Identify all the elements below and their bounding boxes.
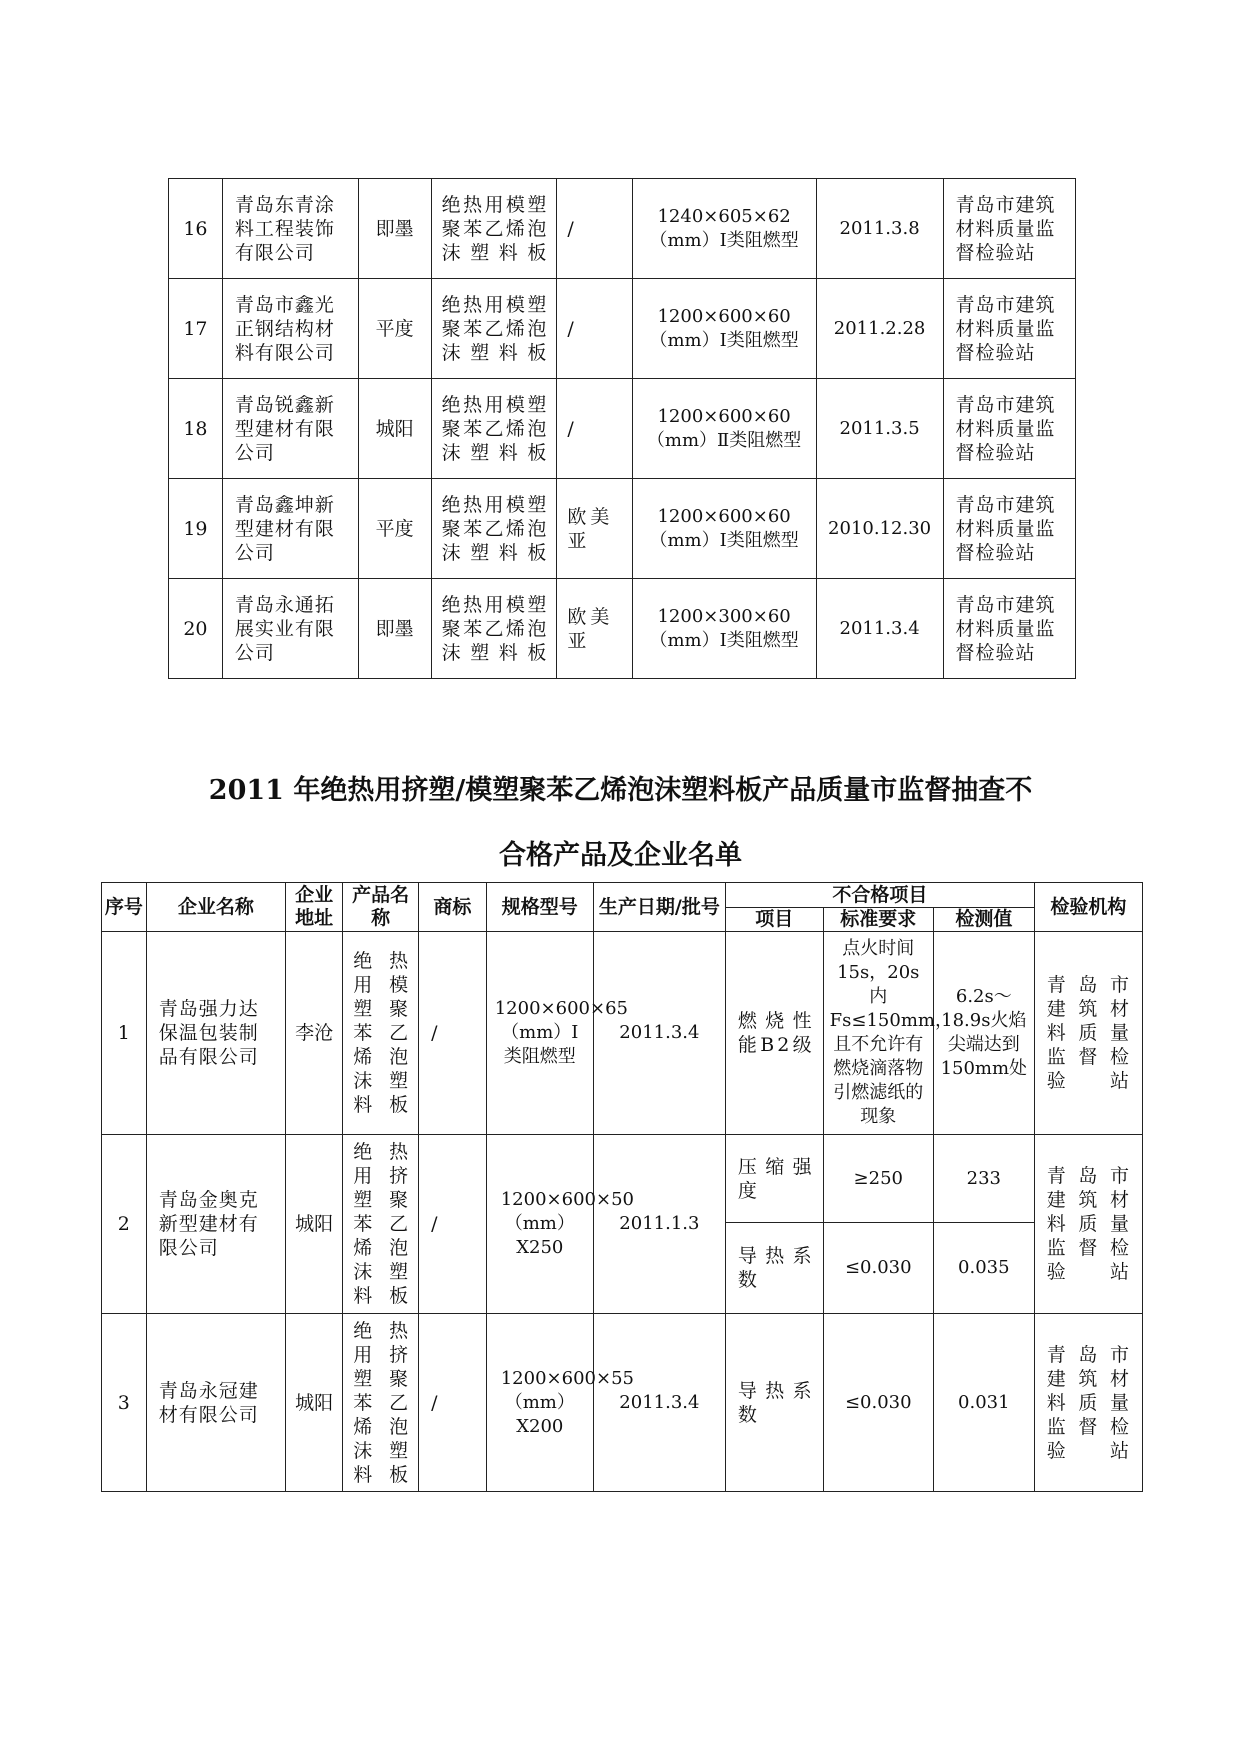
spec-line: （mm）Ⅰ类阻燃型 (649, 529, 799, 551)
brand: 欧美亚 (557, 579, 632, 679)
header-measured: 检测值 (933, 908, 1034, 932)
inspection-org: 青岛市建筑材料质量监督检验站 (943, 379, 1076, 479)
company-name: 青岛东青涂料工程装饰有限公司 (222, 179, 358, 279)
company-address: 即墨 (358, 579, 431, 679)
brand: / (557, 379, 632, 479)
brand: / (557, 279, 632, 379)
standard-requirement: ≥250 (823, 1135, 933, 1223)
brand: 欧美亚 (557, 479, 632, 579)
spec (632, 279, 816, 379)
company-name: 青岛锐鑫新型建材有限公司 (222, 379, 358, 479)
spec-line: （mm）Ⅰ类阻燃型 (649, 229, 799, 251)
spec-line: 1200×600×60 (657, 405, 791, 427)
production-date: 2011.1.3 (593, 1135, 725, 1314)
spec (632, 479, 816, 579)
header-brand: 商标 (419, 883, 487, 932)
company-address: 城阳 (286, 1135, 343, 1314)
production-date: 2011.3.4 (593, 932, 725, 1135)
product-name: 绝热用模塑聚苯乙烯泡沫塑料板 (431, 479, 557, 579)
company-address: 即墨 (358, 179, 431, 279)
company-address: 城阳 (286, 1314, 343, 1492)
spec (632, 579, 816, 679)
header-address: 企业地址 (286, 883, 343, 932)
production-date: 2011.2.28 (816, 279, 943, 379)
document-title-line-2: 合格产品及企业名单 (499, 840, 742, 871)
inspection-org: 青岛市建筑材料质量监督检验站 (943, 179, 1076, 279)
header-no: 序号 (102, 883, 147, 932)
table-row (169, 579, 1076, 679)
row-number: 3 (102, 1314, 147, 1492)
header-date: 生产日期/批号 (593, 883, 725, 932)
header-org: 检验机构 (1034, 883, 1142, 932)
inspection-org: 青岛市建筑材料质量监督检验站 (1034, 932, 1142, 1135)
table-row (169, 179, 1076, 279)
table-row (102, 1314, 1143, 1492)
brand: / (419, 1314, 487, 1492)
inspection-org: 青岛市建筑材料质量监督检验站 (943, 279, 1076, 379)
spec: 1200×600×50（mm）X250 (486, 1135, 593, 1314)
spec-line: 1240×605×62 (657, 205, 791, 227)
brand: / (557, 179, 632, 279)
spec: 1200×600×65（mm）Ⅰ类阻燃型 (486, 932, 593, 1135)
company-name: 青岛鑫坤新型建材有限公司 (222, 479, 358, 579)
inspection-org: 青岛市建筑材料质量监督检验站 (1034, 1314, 1142, 1492)
company-name: 青岛市鑫光正钢结构材料有限公司 (222, 279, 358, 379)
company-name: 青岛永通拓展实业有限公司 (222, 579, 358, 679)
spec-line: 1200×600×60 (657, 305, 791, 327)
spec-line: 1200×300×60 (657, 605, 791, 627)
table-row (169, 279, 1076, 379)
row-number: 17 (169, 279, 223, 379)
company-address: 平度 (358, 479, 431, 579)
company-address: 城阳 (358, 379, 431, 479)
product-name: 绝热用挤塑聚苯乙烯泡沫塑料板 (343, 1314, 419, 1492)
header-row (102, 883, 1143, 908)
production-date: 2011.3.4 (816, 579, 943, 679)
table-row (169, 379, 1076, 479)
company-address: 李沧 (286, 932, 343, 1135)
row-number: 18 (169, 379, 223, 479)
row-number: 16 (169, 179, 223, 279)
product-name: 绝热用挤塑聚苯乙烯泡沫塑料板 (343, 1135, 419, 1314)
standard-requirement: 点火时间15s，20s内Fs≤150mm，且不允许有燃烧滴落物引燃滤纸的现象 (823, 932, 933, 1135)
document-title-line-1: 2011 年绝热用挤塑/模塑聚苯乙烯泡沫塑料板产品质量市监督抽查不 (208, 775, 1033, 806)
product-name: 绝热用模塑聚苯乙烯泡沫塑料板 (431, 379, 557, 479)
spec-line: （mm）Ⅰ类阻燃型 (649, 629, 799, 651)
unqualified-item: 压缩强度 (725, 1135, 823, 1223)
company-name: 青岛强力达保温包装制品有限公司 (146, 932, 285, 1135)
row-number: 2 (102, 1135, 147, 1314)
product-name: 绝热用模塑聚苯乙烯泡沫塑料板 (431, 179, 557, 279)
production-date: 2010.12.30 (816, 479, 943, 579)
spec: 1200×600×55（mm）X200 (486, 1314, 593, 1492)
spec-line: 1200×600×60 (657, 505, 791, 527)
inspection-org: 青岛市建筑材料质量监督检验站 (1034, 1135, 1142, 1314)
brand: / (419, 932, 487, 1135)
production-date: 2011.3.5 (816, 379, 943, 479)
product-name: 绝热用模塑聚苯乙烯泡沫塑料板 (431, 579, 557, 679)
spec-line: （mm）Ⅱ类阻燃型 (646, 429, 802, 451)
product-name: 绝热用模塑聚苯乙烯泡沫塑料板 (343, 932, 419, 1135)
unqualified-products-table (101, 882, 1143, 1492)
header-spec: 规格型号 (486, 883, 593, 932)
header-unqualified: 不合格项目 (725, 883, 1034, 908)
measured-value: 233 (933, 1135, 1034, 1223)
unqualified-item: 导热系数 (725, 1223, 823, 1314)
production-date: 2011.3.8 (816, 179, 943, 279)
row-number: 1 (102, 932, 147, 1135)
company-address: 平度 (358, 279, 431, 379)
measured-value: 6.2s～18.9s火焰尖端达到150mm处 (933, 932, 1034, 1135)
unqualified-item: 燃烧性能B2级 (725, 932, 823, 1135)
header-item: 项目 (725, 908, 823, 932)
table-row (169, 479, 1076, 579)
company-name: 青岛金奥克新型建材有限公司 (146, 1135, 285, 1314)
row-number: 19 (169, 479, 223, 579)
company-name: 青岛永冠建材有限公司 (146, 1314, 285, 1492)
product-name: 绝热用模塑聚苯乙烯泡沫塑料板 (431, 279, 557, 379)
brand: / (419, 1135, 487, 1314)
measured-value: 0.035 (933, 1223, 1034, 1314)
standard-requirement: ≤0.030 (823, 1223, 933, 1314)
inspection-org: 青岛市建筑材料质量监督检验站 (943, 479, 1076, 579)
standard-requirement: ≤0.030 (823, 1314, 933, 1492)
header-product: 产品名称 (343, 883, 419, 932)
table-row (102, 932, 1143, 1135)
previous-list-table-continued (168, 178, 1076, 679)
header-standard: 标准要求 (823, 908, 933, 932)
unqualified-item: 导热系数 (725, 1314, 823, 1492)
measured-value: 0.031 (933, 1314, 1034, 1492)
inspection-org: 青岛市建筑材料质量监督检验站 (943, 579, 1076, 679)
production-date: 2011.3.4 (593, 1314, 725, 1492)
header-company: 企业名称 (146, 883, 285, 932)
table-row (102, 1135, 1143, 1223)
spec-line: （mm）Ⅰ类阻燃型 (649, 329, 799, 351)
spec (632, 179, 816, 279)
spec (632, 379, 816, 479)
row-number: 20 (169, 579, 223, 679)
